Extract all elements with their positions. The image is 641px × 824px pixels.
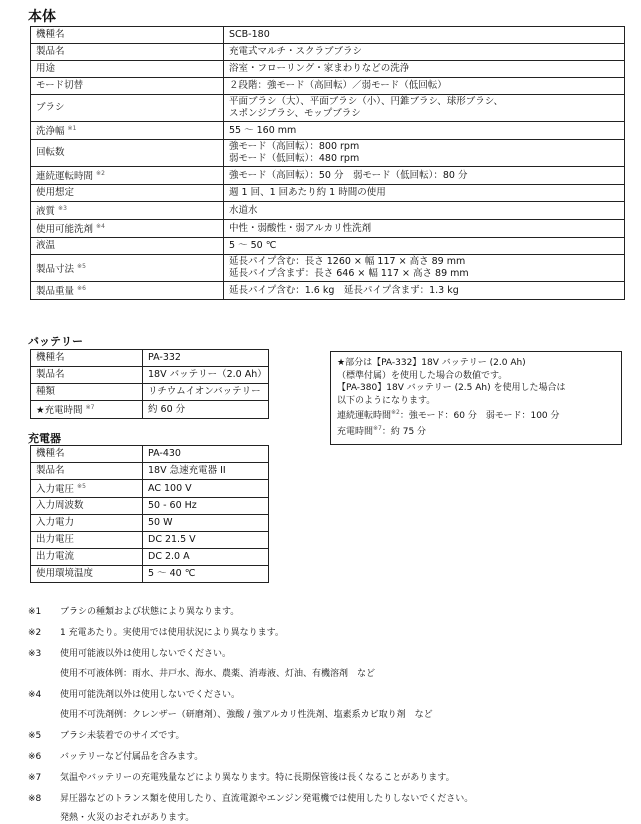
note-line: 以下のようになります。 <box>337 395 436 406</box>
charger-label: 入力周波数 <box>31 498 143 515</box>
charger-label: 出力電圧 <box>31 532 143 549</box>
charger-label: 入力電力 <box>31 515 143 532</box>
note-line: （標準付属）を使用した場合の数値です。 <box>337 370 508 381</box>
spec-value: 55 〜 160 mm <box>224 122 625 140</box>
battery-row <box>31 350 269 367</box>
spec-value: 強モード（高回転）：50 分 弱モード（低回転）：80 分 <box>224 167 625 185</box>
spec-value: 週 1 回、1 回あたり約 1 時間の使用 <box>224 185 625 202</box>
battery-label: 機種名 <box>31 350 143 367</box>
spec-value: 平面ブラシ（大）、平面ブラシ（小）、円錐ブラシ、球形ブラシ、 スポンジブラシ、モップブラシ <box>224 95 625 122</box>
spec-value: 水道水 <box>224 202 625 220</box>
charger-row <box>31 566 269 583</box>
charger-row <box>31 549 269 566</box>
battery-row <box>31 401 269 419</box>
charger-label: 出力電流 <box>31 549 143 566</box>
spec-row <box>31 78 625 95</box>
spec-row <box>31 27 625 44</box>
charger-label: 使用環境温度 <box>31 566 143 583</box>
charger-row <box>31 515 269 532</box>
spec-value: 延長パイプ含む：長さ 1260 × 幅 117 × 高さ 89 mm 延長パイプ含まず：長さ 646 × 幅 117 × 高さ 89 mm <box>224 255 625 282</box>
spec-row <box>31 95 625 122</box>
spec-value: ２段階：強モード（高回転）／弱モード（低回転） <box>224 78 625 95</box>
charger-row <box>31 446 269 463</box>
charger-heading: 充電器 <box>28 432 61 445</box>
footnote: ※1 ブラシの種類および状態により異なります。 <box>28 607 240 617</box>
spec-label: 洗浄幅 $^{※1}$ <box>31 122 224 140</box>
charger-value: DC 2.0 A <box>143 549 269 566</box>
spec-row <box>31 167 625 185</box>
spec-value: 浴室・フローリング・家まわりなどの洗浄 <box>224 61 625 78</box>
spec-label: 用途 <box>31 61 224 78</box>
note-line: 充電時間$^{※7}$：約 75 分 <box>337 424 427 437</box>
battery-heading: バッテリー <box>28 335 83 348</box>
spec-label: 回転数 <box>31 140 224 167</box>
spec-value: SCB-180 <box>224 27 625 44</box>
charger-value: 50 W <box>143 515 269 532</box>
note-line: 【PA-380】18V バッテリー (2.5 Ah) を使用した場合は <box>337 383 566 393</box>
spec-label: ブラシ <box>31 95 224 122</box>
spec-row <box>31 185 625 202</box>
charger-label: 入力電圧 $^{※5}$ <box>31 480 143 498</box>
spec-label: 製品寸法 $^{※5}$ <box>31 255 224 282</box>
battery-table <box>30 349 269 419</box>
spec-label: 連続運転時間 $^{※2}$ <box>31 167 224 185</box>
spec-row <box>31 220 625 238</box>
spec-row <box>31 202 625 220</box>
charger-value: PA-430 <box>143 446 269 463</box>
charger-label: 製品名 <box>31 463 143 480</box>
charger-label: 機種名 <box>31 446 143 463</box>
spec-row <box>31 122 625 140</box>
spec-row <box>31 140 625 167</box>
note-line: ★部分は【PA-332】18V バッテリー (2.0 Ah) <box>337 358 526 368</box>
spec-label: モード切替 <box>31 78 224 95</box>
spec-value: 5 〜 50 ℃ <box>224 238 625 255</box>
spec-label: 機種名 <box>31 27 224 44</box>
footnote: ※6 バッテリーなど付属品を含みます。 <box>28 752 204 762</box>
charger-value: DC 21.5 V <box>143 532 269 549</box>
charger-row <box>31 463 269 480</box>
battery-value: 約 60 分 <box>143 401 269 419</box>
spec-row <box>31 44 625 61</box>
spec-label: 液温 <box>31 238 224 255</box>
footnote: ※3 使用可能液以外は使用しないでください。 <box>28 649 232 659</box>
footnote: ※5 ブラシ未装着でのサイズです。 <box>28 731 185 741</box>
battery-note-box <box>330 351 622 445</box>
spec-label: 液質 $^{※3}$ <box>31 202 224 220</box>
footnote: 使用不可洗剤例：クレンザー（研磨剤）、強酸 / 強アルカリ性洗剤、塩素系カビ取り剤 など <box>60 710 433 720</box>
battery-label: 種類 <box>31 384 143 401</box>
battery-row <box>31 384 269 401</box>
charger-value: AC 100 V <box>143 480 269 498</box>
battery-label: ★充電時間 $^{※7}$ <box>31 401 143 419</box>
spec-label: 製品名 <box>31 44 224 61</box>
footnote: ※8 昇圧器などのトランス類を使用したり、直流電源やエンジン発電機では使用したりしないでください。 <box>28 794 474 804</box>
charger-value: 50 - 60 Hz <box>143 498 269 515</box>
note-line: 連続運転時間$^{※2}$：強モード：60 分 弱モード：100 分 <box>337 409 560 421</box>
spec-row <box>31 282 625 300</box>
spec-value: 充電式マルチ・スクラブブラシ <box>224 44 625 61</box>
spec-label: 使用可能洗剤 $^{※4}$ <box>31 220 224 238</box>
battery-row <box>31 367 269 384</box>
footnote: 発熱・火災のおそれがあります。 <box>60 813 195 823</box>
spec-value: 延長パイプ含む：1.6 kg 延長パイプ含まず：1.3 kg <box>224 282 625 300</box>
spec-label: 使用想定 <box>31 185 224 202</box>
battery-value: リチウムイオンバッテリー <box>143 384 269 401</box>
battery-value: PA-332 <box>143 350 269 367</box>
page-title: 本体 <box>28 9 56 25</box>
charger-value: 5 〜 40 ℃ <box>143 566 269 583</box>
charger-row <box>31 480 269 498</box>
spec-label: 製品重量 $^{※6}$ <box>31 282 224 300</box>
spec-row <box>31 238 625 255</box>
footnote: ※7 気温やバッテリーの充電残量などにより異なります。特に長期保管後は長くなることがあります。 <box>28 773 455 783</box>
footnote: ※4 使用可能洗剤以外は使用しないでください。 <box>28 690 241 700</box>
battery-label: 製品名 <box>31 367 143 384</box>
charger-table <box>30 445 269 583</box>
spec-value: 中性・弱酸性・弱アルカリ性洗剤 <box>224 220 625 238</box>
charger-value: 18V 急速充電器 II <box>143 463 269 480</box>
charger-row <box>31 532 269 549</box>
footnote: 使用不可液体例：雨水、井戸水、海水、農薬、消毒液、灯油、有機溶剤 など <box>60 669 376 679</box>
spec-table <box>30 26 625 300</box>
spec-row <box>31 255 625 282</box>
spec-value: 強モード（高回転）：800 rpm 弱モード（低回転）：480 rpm <box>224 140 625 167</box>
spec-row <box>31 61 625 78</box>
footnote: ※2 1 充電あたり。実使用では使用状況により異なります。 <box>28 628 284 638</box>
charger-row <box>31 498 269 515</box>
battery-value: 18V バッテリー（2.0 Ah） <box>143 367 269 384</box>
